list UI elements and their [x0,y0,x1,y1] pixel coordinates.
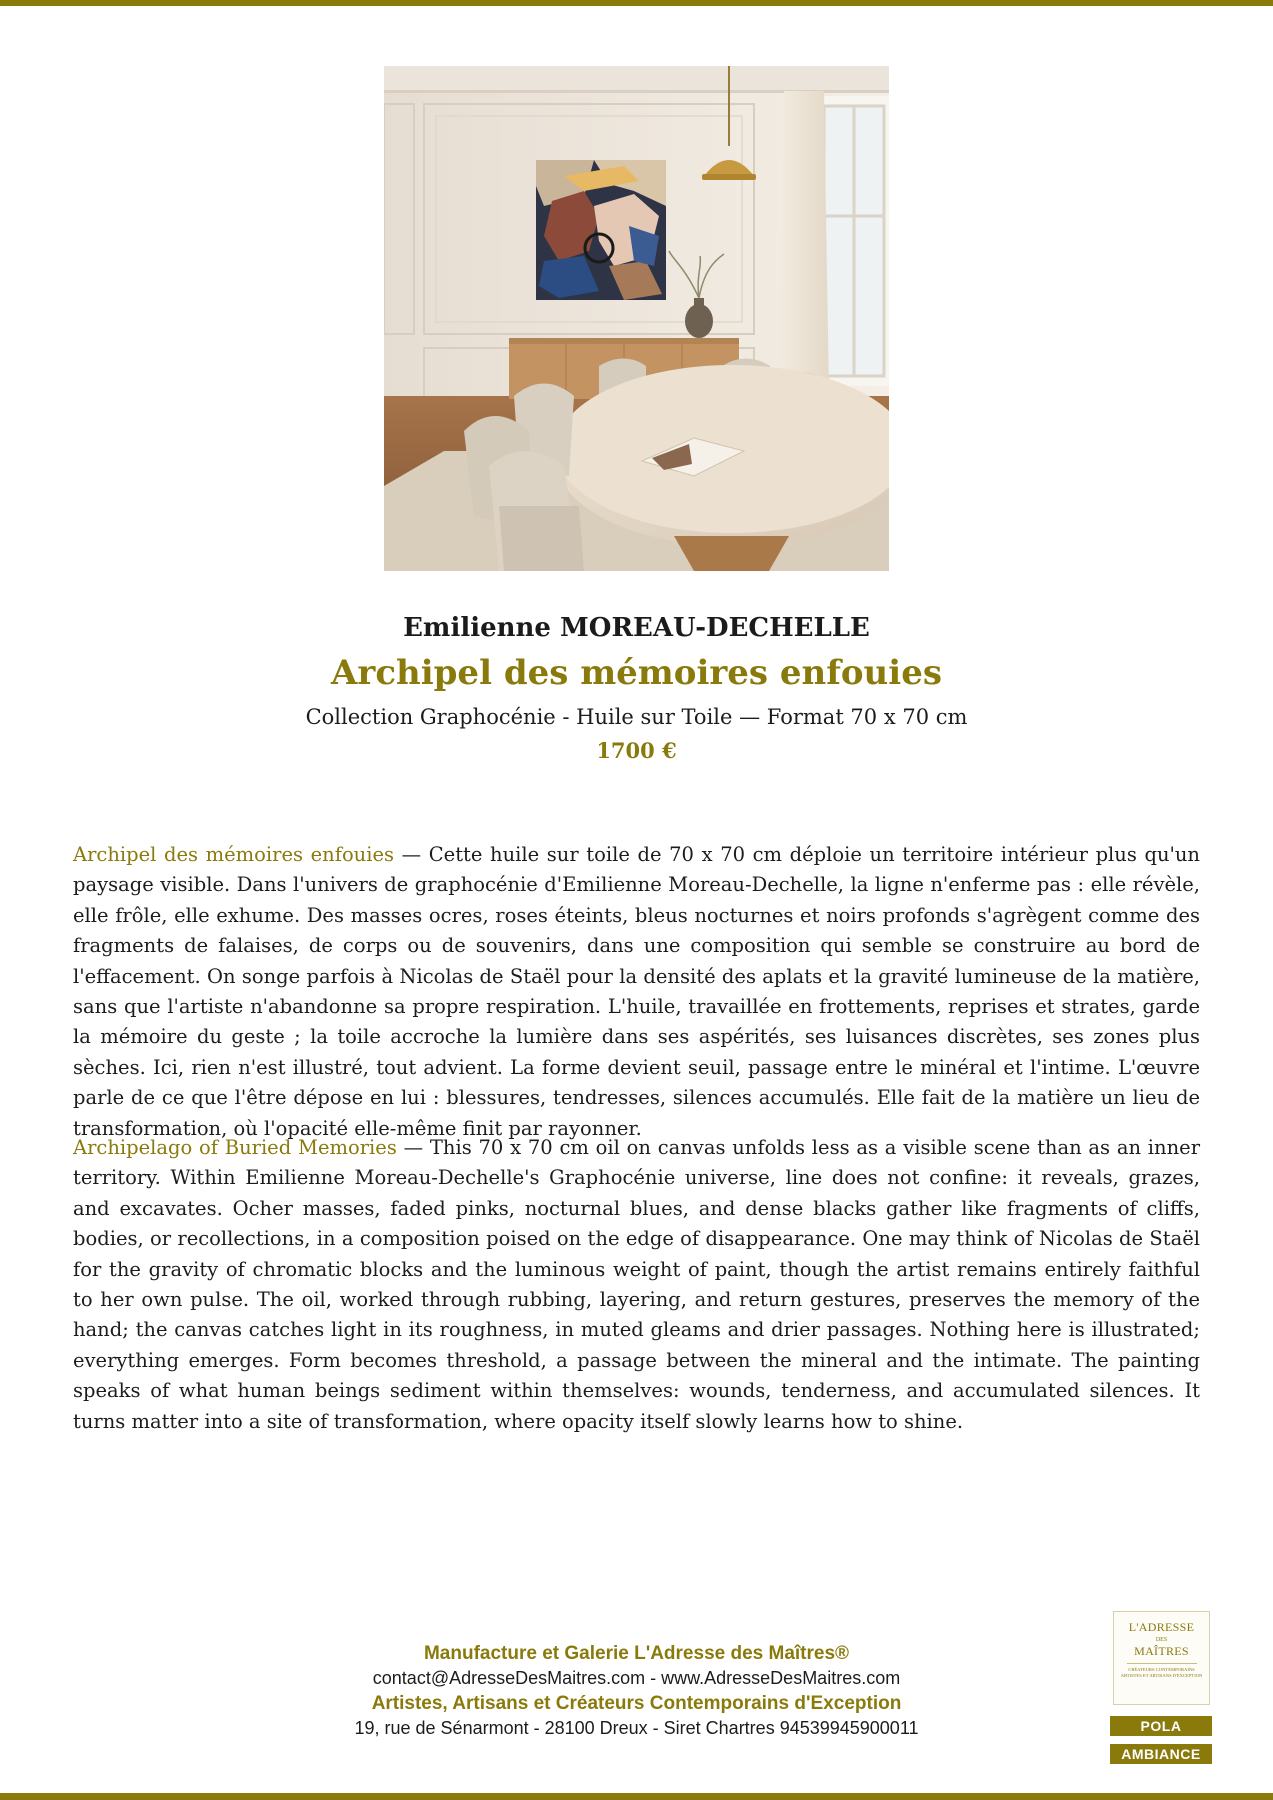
badge-ambiance: AMBIANCE [1110,1744,1212,1764]
description-french [73,840,1200,1144]
artist-name: Emilienne MOREAU-DECHELLE [403,613,870,643]
description-french-lead: Archipel des mémoires enfouies [73,843,395,866]
logo-line-4: CRÉATEURS CONTEMPORAINS ARTISTES ET ARTISANS D'EXCEPTION [1120,1667,1203,1678]
gallery-logo [1113,1611,1210,1705]
footer [0,1641,1273,1741]
artwork-room-image [384,66,889,571]
artwork-price: 1700 € [596,738,677,763]
description-english-body: — This 70 x 70 cm oil on canvas unfolds less as a visible scene than as an inner territory. Within Emilienne Moreau-Dechelle's Graphocénie universe, line does not confine: it reveals, grazes, and excavates. Ocher masses, faded pinks, nocturnal blues, and dense blacks gather like fragments of cliffs, bodies, or recollections, in a composition poised on the edge of disappearance. One may think of Nicolas de Staël for the gravity of chromatic blocks and the luminous weight of paint, though the artist remains entirely faithful to her own pulse. The oil, worked through rubbing, layering, and return gestures, preserves the memory of the hand; the canvas catches light in its roughness, in muted gleams and drier passages. Nothing here is illustrated; everything emerges. Form becomes threshold, a passage between the mineral and the intimate. The painting speaks of what human beings sediment within themselves: wounds, tenderness, and accumulated silences. It turns matter into a site of transformation, where opacity itself slowly learns how to shine. [73,1136,1201,1433]
artwork-title: Archipel des mémoires enfouies [331,653,942,693]
footer-contact: contact@AdresseDesMaitres.com - www.AdresseDesMaitres.com [372,1668,901,1688]
logo-line-3: MAÎTRES [1134,1644,1189,1658]
badge-pola: POLA [1110,1716,1212,1736]
logo-line-2: DES [1155,1637,1168,1643]
description-french-body: — Cette huile sur toile de 70 x 70 cm déploie un territoire intérieur plus qu'un paysage visible. Dans l'univers de graphocénie d'Emilienne Moreau-Dechelle, la ligne n'enferme pas : elle révèle, elle frôle, elle exhume. Des masses ocres, roses éteints, bleus nocturnes et noirs profonds s'agrègent comme des fragments de falaises, de corps ou de souvenirs, dans une composition qui semble se construire au bord de l'effacement. On songe parfois à Nicolas de Staël pour la densité des aplats et la gravité lumineuse de la matière, sans que l'artiste n'abandonne sa propre respiration. L'huile, travaillée en frottements, reprises et strates, garde la mémoire du geste ; la toile accroche la lumière dans ses aspérités, ses luisances discrètes, ses zones plus sèches. Ici, rien n'est illustré, tout advient. La forme devient seuil, passage entre le minéral et l'intime. L'œuvre parle de ce que l'être dépose en lui : blessures, tendresses, silences accumulés. Elle fait de la matière un lieu de transformation, où l'opacité elle-même finit par rayonner. [73,843,1200,1140]
description-english [73,1133,1200,1437]
logo-divider [1127,1663,1197,1664]
footer-address: 19, rue de Sénarmont - 28100 Dreux - Siret Chartres 94539945900011 [354,1718,919,1738]
logo-line-1: L'ADRESSE [1128,1620,1195,1634]
top-border-rule [0,0,1273,6]
bottom-border-rule [0,1793,1273,1800]
painting [536,160,666,300]
description-english-lead: Archipelago of Buried Memories [73,1136,397,1159]
footer-company: Manufacture et Galerie L'Adresse des Maîtres® [423,1643,850,1664]
footer-tagline: Artistes, Artisans et Créateurs Contemporains d'Exception [371,1693,902,1714]
artwork-subtitle: Collection Graphocénie - Huile sur Toile — Format 70 x 70 cm [305,705,968,729]
